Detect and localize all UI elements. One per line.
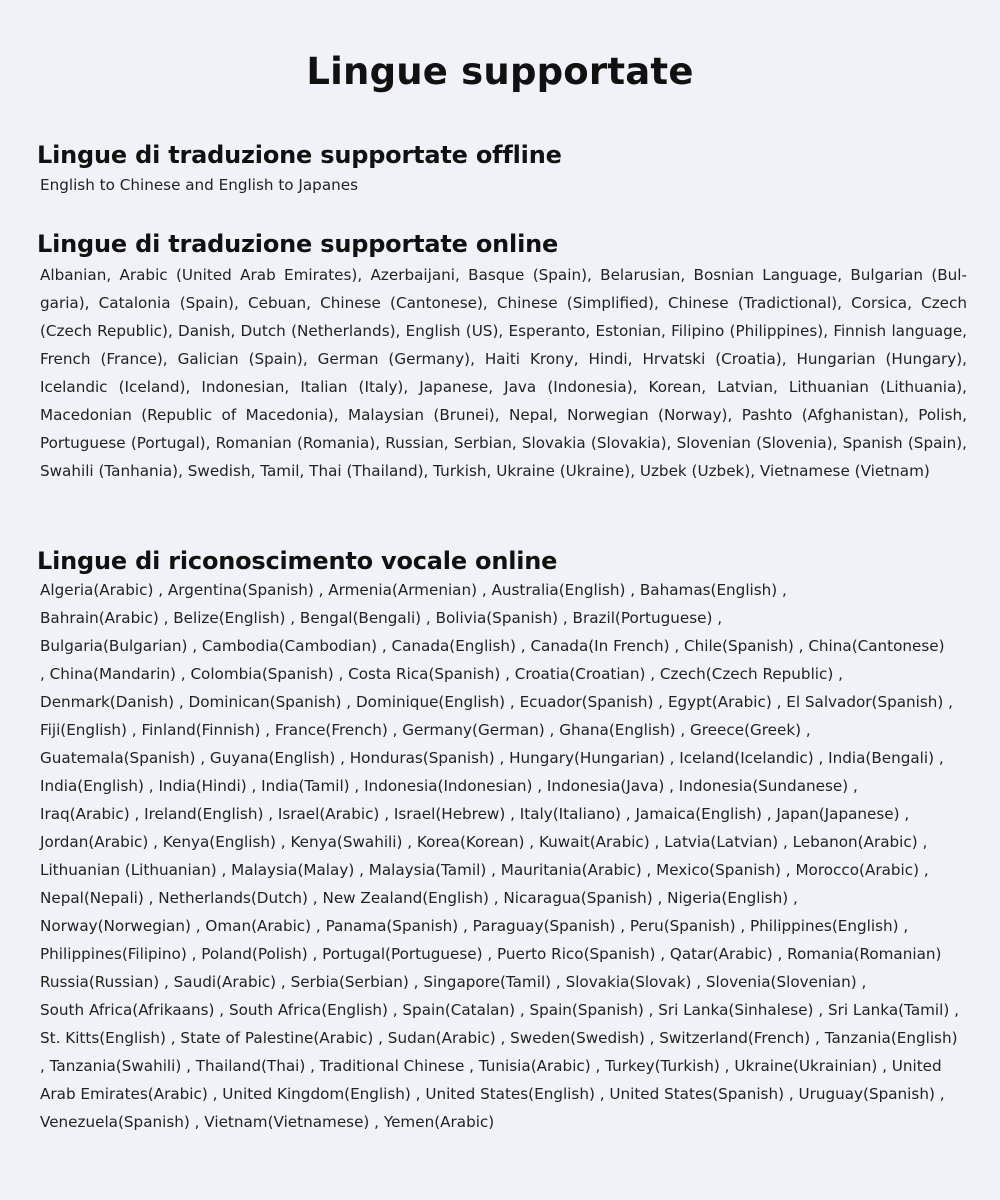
page-title: Lingue supportate — [306, 50, 694, 93]
voice-line: Lithuanian (Lithuanian) , Malaysia(Malay) , Malaysia(Tamil) , Mauritania(Arabic) , Mexico(Spanish) , Morocco(Arabic) , — [40, 861, 929, 879]
online-section — [37, 229, 967, 485]
voice-line: India(English) , India(Hindi) , India(Tamil) , Indonesia(Indonesian) , Indonesia(Java) , Indonesia(Sundanese) , — [40, 777, 858, 795]
voice-line: Venezuela(Spanish) , Vietnam(Vietnamese) , Yemen(Arabic) — [40, 1113, 495, 1131]
online-heading: Lingue di traduzione supportate online — [37, 230, 559, 258]
voice-line: Norway(Norwegian) , Oman(Arabic) , Panama(Spanish) , Paraguay(Spanish) , Peru(Spanish) , Philippines(English) , — [40, 917, 909, 935]
offline-text: English to Chinese and English to Japanes — [40, 176, 359, 194]
offline-heading: Lingue di traduzione supportate offline — [37, 141, 562, 169]
voice-line: Iraq(Arabic) , Ireland(English) , Israel(Arabic) , Israel(Hebrew) , Italy(Italiano) , Jamaica(English) , Japan(Japanese) , — [40, 805, 910, 823]
voice-list — [37, 576, 967, 1136]
voice-line: Algeria(Arabic) , Argentina(Spanish) , Armenia(Armenian) , Australia(English) , Bahamas(English) , — [40, 581, 787, 599]
voice-line: Bahrain(Arabic) , Belize(English) , Bengal(Bengali) , Bolivia(Spanish) , Brazil(Portuguese) , — [40, 609, 723, 627]
voice-line: Arab Emirates(Arabic) , United Kingdom(English) , United States(English) , United States(Spanish) , Uruguay(Spanish) , — [40, 1085, 945, 1103]
voice-line: Jordan(Arabic) , Kenya(English) , Kenya(Swahili) , Korea(Korean) , Kuwait(Arabic) , Latvia(Latvian) , Lebanon(Arabic) , — [40, 833, 928, 851]
offline-section — [37, 140, 967, 197]
voice-line: Russia(Russian) , Saudi(Arabic) , Serbia(Serbian) , Singapore(Tamil) , Slovakia(Slovak) , Slovenia(Slovenian) , — [40, 973, 867, 991]
voice-section — [37, 546, 967, 1136]
voice-line: Fiji(English) , Finland(Finnish) , France(French) , Germany(German) , Ghana(English) , Greece(Greek) , — [40, 721, 811, 739]
voice-line: , Tanzania(Swahili) , Thailand(Thai) , Traditional Chinese , Tunisia(Arabic) , Turkey(Turkish) , Ukraine(Ukrainian) , United — [40, 1057, 942, 1075]
voice-line: Philippines(Filipino) , Poland(Polish) , Portugal(Portuguese) , Puerto Rico(Spanish) , Qatar(Arabic) , Romania(Romanian) — [40, 945, 942, 963]
voice-line: Nepal(Nepali) , Netherlands(Dutch) , New Zealand(English) , Nicaragua(Spanish) , Nigeria(English) , — [40, 889, 798, 907]
voice-line: South Africa(Afrikaans) , South Africa(English) , Spain(Catalan) , Spain(Spanish) , Sri Lanka(Sinhalese) , Sri Lanka(Tamil) , — [40, 1001, 959, 1019]
voice-line: , China(Mandarin) , Colombia(Spanish) , Costa Rica(Spanish) , Croatia(Croatian) , Czech(Czech Republic) , — [40, 665, 843, 683]
voice-line: St. Kitts(English) , State of Palestine(Arabic) , Sudan(Arabic) , Sweden(Swedish) , Switzerland(French) , Tanzania(English) — [40, 1029, 958, 1047]
voice-line: Denmark(Danish) , Dominican(Spanish) , Dominique(English) , Ecuador(Spanish) , Egypt(Arabic) , El Salvador(Spanish) , — [40, 693, 954, 711]
voice-line: Bulgaria(Bulgarian) , Cambodia(Cambodian) , Canada(English) , Canada(In French) , Chile(Spanish) , China(Cantonese) — [40, 637, 945, 655]
online-text: Albanian, Arabic (United Arab Emirates), Azerbaijani, Basque (Spain), Belarusian, Bosnian Language, Bulgarian (Bulgaria), Catalonia (Spain), Cebuan, Chinese (Cantonese), Chinese (Simplified), Chinese (Tradictional), Corsica, Czech (Czech Republic), Danish, Dutch (Netherlands), English (US), Esperanto, Estonian, Filipino (Philippines), Finnish language, French (France), Galician (Spain), German (Germany), Haiti Krony, Hindi, Hrvatski (Croatia), Hungarian (Hungary), Icelandic (Iceland), Indonesian, Italian (Italy), Japanese, Java (Indonesia), Korean, Latvian, Lithuanian (Lithuania), Macedonian (Republic of Macedonia), Malaysian (Brunei), Nepal, Norwegian (Norway), Pashto (Afghanistan), Polish, Portuguese (Portugal), Romanian (Romania), Russian, Serbian, Slovakia (Slovakia), Slovenian (Slovenia), Spanish (Spain), Swahili (Tanhania), Swedish, Tamil, Thai (Thailand), Turkish, Ukraine (Ukraine), Uzbek (Uzbek), Vietnamese (Vietnam) — [40, 266, 967, 480]
voice-heading: Lingue di riconoscimento vocale online — [37, 547, 558, 575]
voice-line: Guatemala(Spanish) , Guyana(English) , Honduras(Spanish) , Hungary(Hungarian) , Iceland(Icelandic) , India(Bengali) , — [40, 749, 944, 767]
